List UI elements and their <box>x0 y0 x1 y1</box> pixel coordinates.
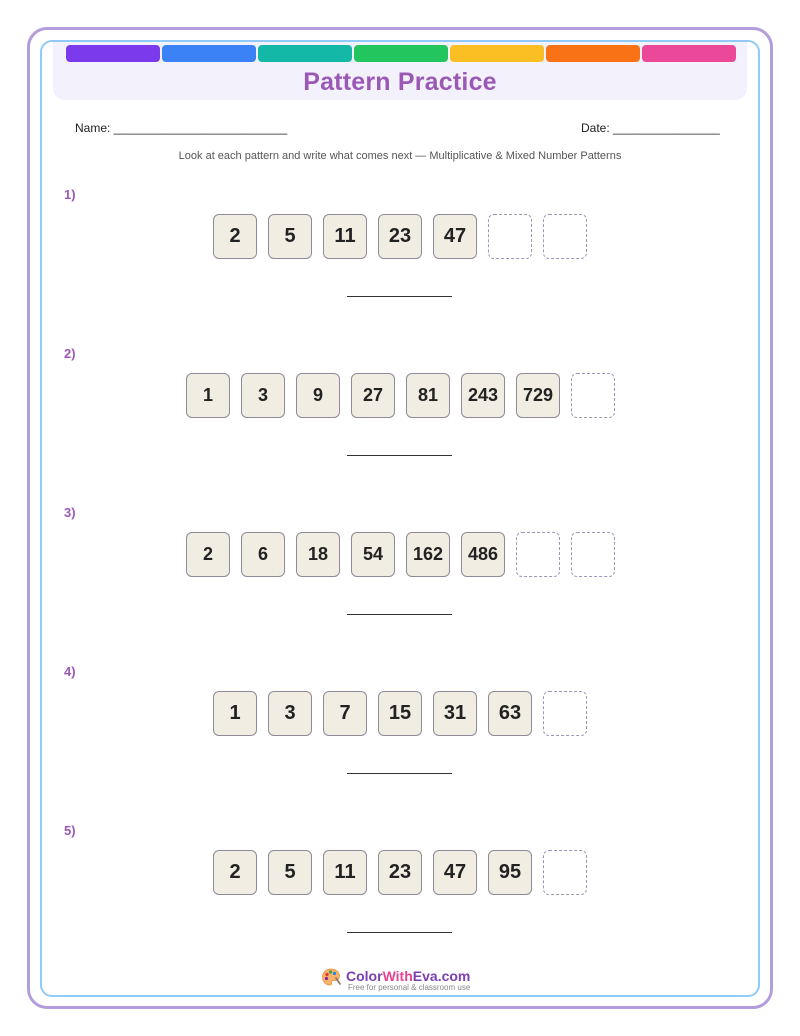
answer-line[interactable] <box>347 773 452 774</box>
number-tile: 5 <box>268 850 312 895</box>
number-tile: 9 <box>296 373 340 418</box>
number-tile: 15 <box>378 691 422 736</box>
rainbow-segment <box>354 45 448 62</box>
number-tile: 47 <box>433 214 477 259</box>
number-tile: 18 <box>296 532 340 577</box>
number-tile: 95 <box>488 850 532 895</box>
answer-line[interactable] <box>347 932 452 933</box>
number-tile: 47 <box>433 850 477 895</box>
number-tile: 31 <box>433 691 477 736</box>
blank-answer-box[interactable] <box>571 532 615 577</box>
problem-number: 5) <box>64 823 76 838</box>
problem-number: 3) <box>64 505 76 520</box>
number-tile: 63 <box>488 691 532 736</box>
rainbow-segment <box>450 45 544 62</box>
footer <box>321 966 491 994</box>
instructions: Look at each pattern and write what comes next — Multiplicative & Mixed Number Patterns <box>178 150 622 162</box>
blank-answer-box[interactable] <box>571 373 615 418</box>
rainbow-segment <box>546 45 640 62</box>
brand-domain: .com <box>437 968 471 984</box>
number-tile: 7 <box>323 691 367 736</box>
blank-answer-box[interactable] <box>488 214 532 259</box>
number-tile: 11 <box>323 850 367 895</box>
number-tile: 162 <box>406 532 450 577</box>
number-tile: 27 <box>351 373 395 418</box>
date-field[interactable]: Date: ________________ <box>581 121 720 135</box>
number-tile: 54 <box>351 532 395 577</box>
number-tile: 23 <box>378 850 422 895</box>
number-tile: 486 <box>461 532 505 577</box>
palette-icon <box>321 967 341 987</box>
number-tile: 2 <box>186 532 230 577</box>
rainbow-segment <box>162 45 256 62</box>
blank-answer-box[interactable] <box>543 691 587 736</box>
problem-number: 4) <box>64 664 76 679</box>
pattern-row <box>213 691 587 736</box>
blank-answer-box[interactable] <box>543 850 587 895</box>
number-tile: 11 <box>323 214 367 259</box>
brand-color: Color <box>346 968 383 984</box>
brand-with: With <box>382 968 413 984</box>
number-tile: 5 <box>268 214 312 259</box>
answer-line[interactable] <box>347 296 452 297</box>
pattern-row <box>186 532 615 577</box>
number-tile: 81 <box>406 373 450 418</box>
number-tile: 6 <box>241 532 285 577</box>
rainbow-bar <box>66 45 736 62</box>
number-tile: 3 <box>241 373 285 418</box>
number-tile: 243 <box>461 373 505 418</box>
number-tile: 2 <box>213 214 257 259</box>
number-tile: 1 <box>186 373 230 418</box>
number-tile: 1 <box>213 691 257 736</box>
number-tile: 2 <box>213 850 257 895</box>
rainbow-segment <box>258 45 352 62</box>
number-tile: 729 <box>516 373 560 418</box>
blank-answer-box[interactable] <box>516 532 560 577</box>
footer-brand[interactable] <box>346 968 470 984</box>
problem-number: 1) <box>64 187 76 202</box>
name-field[interactable]: Name: __________________________ <box>75 121 288 135</box>
rainbow-segment <box>642 45 736 62</box>
answer-line[interactable] <box>347 455 452 456</box>
rainbow-segment <box>66 45 160 62</box>
brand-eva: Eva <box>412 968 438 984</box>
answer-line[interactable] <box>347 614 452 615</box>
number-tile: 3 <box>268 691 312 736</box>
pattern-row <box>213 850 587 895</box>
pattern-row <box>213 214 587 259</box>
blank-answer-box[interactable] <box>543 214 587 259</box>
pattern-row <box>186 373 615 418</box>
page-title: Pattern Practice <box>303 68 497 96</box>
problem-number: 2) <box>64 346 76 361</box>
number-tile: 23 <box>378 214 422 259</box>
footer-tagline: Free for personal & classroom use <box>348 983 471 992</box>
